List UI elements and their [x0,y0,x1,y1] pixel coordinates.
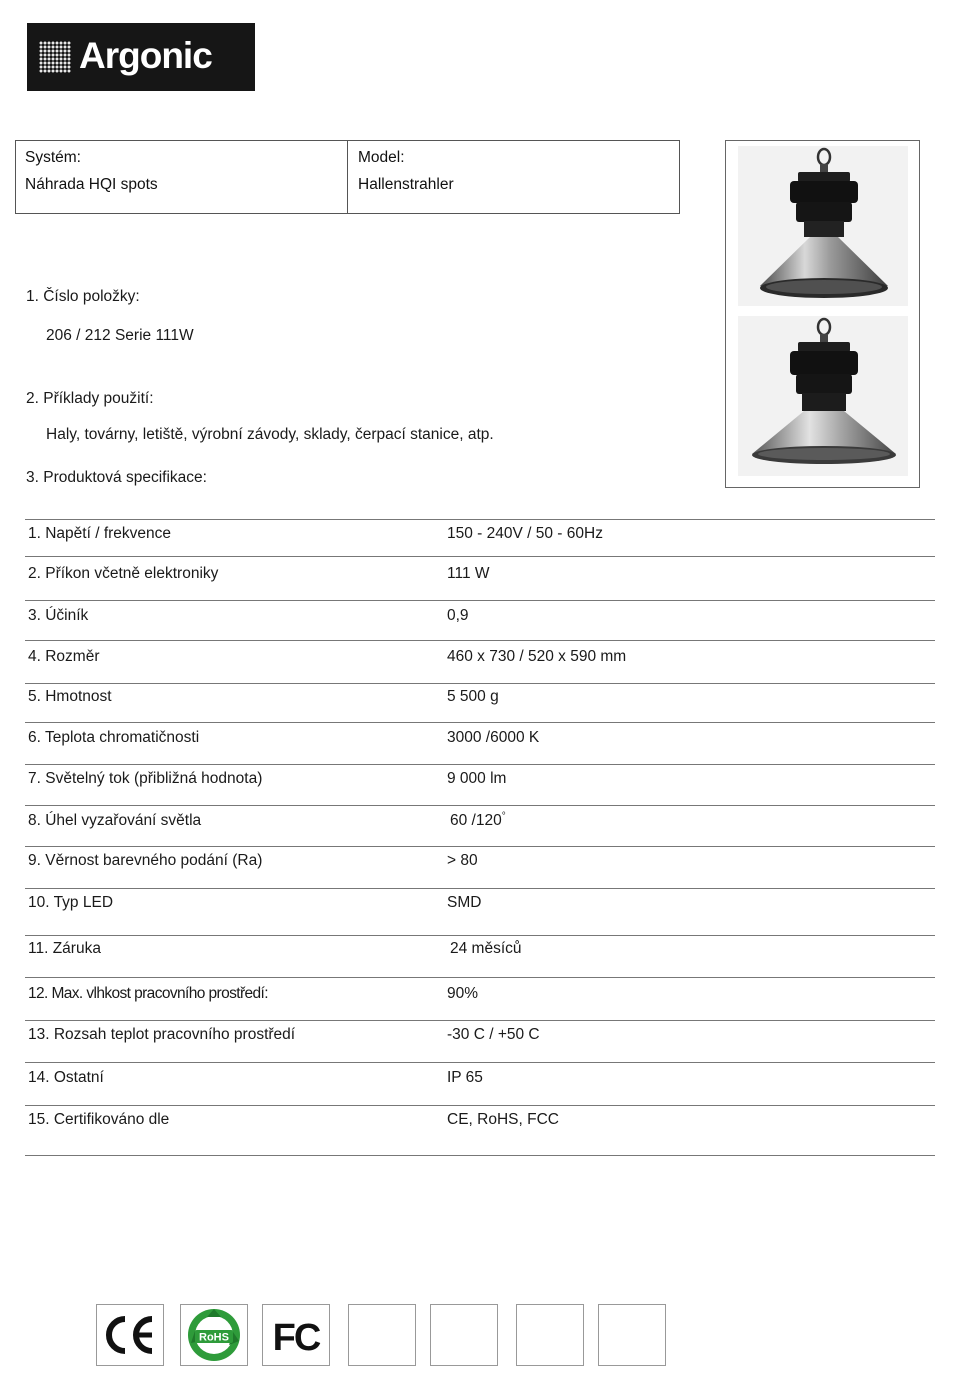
section-usage-value: Haly, továrny, letiště, výrobní závody, sklady, čerpací stanice, atp. [46,426,494,443]
spec-divider [25,888,935,889]
spec-divider [25,805,935,806]
spec-row [25,565,935,585]
spec-divider [25,1155,935,1156]
spec-value: IP 65 [447,1069,483,1086]
spec-label: 2. Příkon včetně elektroniky [28,565,219,582]
lamp-image-top [738,146,908,306]
spec-row [25,648,935,668]
spec-divider [25,683,935,684]
spec-value: CE, RoHS, FCC [447,1111,559,1128]
empty-cert-box [516,1304,584,1366]
logo-wordmark: Argonic [79,35,212,76]
spec-label: 3. Účiník [28,607,89,624]
spec-divider [25,600,935,601]
spec-label: 9. Věrnost barevného podání (Ra) [28,852,263,869]
empty-cert-box [598,1304,666,1366]
spec-label: 14. Ostatní [28,1069,104,1086]
model-value: Hallenstrahler [358,176,454,193]
spec-label: 5. Hmotnost [28,688,112,705]
logo-dots-icon [39,41,71,73]
spec-value: 90% [447,985,479,1002]
spec-label: 4. Rozměr [28,648,100,665]
spec-row [25,688,935,708]
spec-label: 8. Úhel vyzařování světla [28,812,202,829]
box-divider [347,141,348,213]
spec-value: 24 měsíců [450,940,522,957]
spec-value: -30 C / +50 C [447,1026,540,1043]
spec-value: 0,9 [447,607,469,624]
spec-label: 15. Certifikováno dle [28,1111,170,1128]
spec-label: 10. Typ LED [28,894,114,911]
section-usage-title: 2. Příklady použití: [26,390,154,407]
spec-label: 11. Záruka [28,940,101,957]
spec-row [25,852,935,872]
spec-row [25,985,935,1005]
spec-value: > 80 [447,852,478,869]
spec-row [25,770,935,790]
spec-divider [25,1020,935,1021]
spec-row [25,607,935,627]
product-image-box [725,140,920,488]
spec-value: 150 - 240V / 50 - 60Hz [447,525,603,542]
spec-label: 7. Světelný tok (přibližná hodnota) [28,770,263,787]
rohs-mark-icon [181,1305,247,1365]
spec-divider [25,846,935,847]
spec-divider [25,1062,935,1063]
spec-value: 111 W [447,565,490,582]
spec-row [25,894,935,914]
spec-value: 9 000 lm [447,770,507,787]
argonic-logo [27,23,255,91]
spec-row [25,1026,935,1046]
spec-row [25,729,935,749]
svg-text:RoHS: RoHS [199,1331,229,1344]
spec-row [25,940,935,960]
spec-divider [25,977,935,978]
lamp-image-bottom [738,316,908,476]
svg-text:FC: FC [272,1317,320,1359]
spec-divider [25,1105,935,1106]
section-spec-title: 3. Produktová specifikace: [26,469,207,486]
fcc-mark-icon [263,1305,329,1365]
ce-logo [96,1304,164,1366]
spec-value: 60 /120° [450,811,506,829]
spec-divider [25,519,935,520]
spec-label: 6. Teplota chromatičnosti [28,729,200,746]
spec-divider [25,722,935,723]
spec-divider [25,640,935,641]
system-label: Systém: [25,149,81,166]
rohs-logo [180,1304,248,1366]
ce-mark-icon [97,1305,163,1365]
empty-cert-box [430,1304,498,1366]
spec-label: 13. Rozsah teplot pracovního prostředí [28,1026,296,1043]
spec-row [25,525,935,545]
system-model-box [15,140,680,214]
spec-label: 1. Napětí / frekvence [28,525,172,542]
empty-cert-box [348,1304,416,1366]
spec-value: 5 500 g [447,688,499,705]
spec-row [25,1069,935,1089]
spec-value: 460 x 730 / 520 x 590 mm [447,648,627,665]
system-value: Náhrada HQI spots [25,176,158,193]
section-item-number-value: 206 / 212 Serie 111W [46,327,194,344]
spec-row [25,812,935,832]
spec-label: 12. Max. vlhkost pracovního prostředí: [28,985,268,1002]
spec-divider [25,764,935,765]
spec-divider [25,556,935,557]
model-label: Model: [358,149,405,166]
spec-value: SMD [447,894,482,911]
spec-divider [25,935,935,936]
fcc-logo [262,1304,330,1366]
spec-value: 3000 /6000 K [447,729,540,746]
spec-row [25,1111,935,1131]
section-item-number-title: 1. Číslo položky: [26,288,140,305]
